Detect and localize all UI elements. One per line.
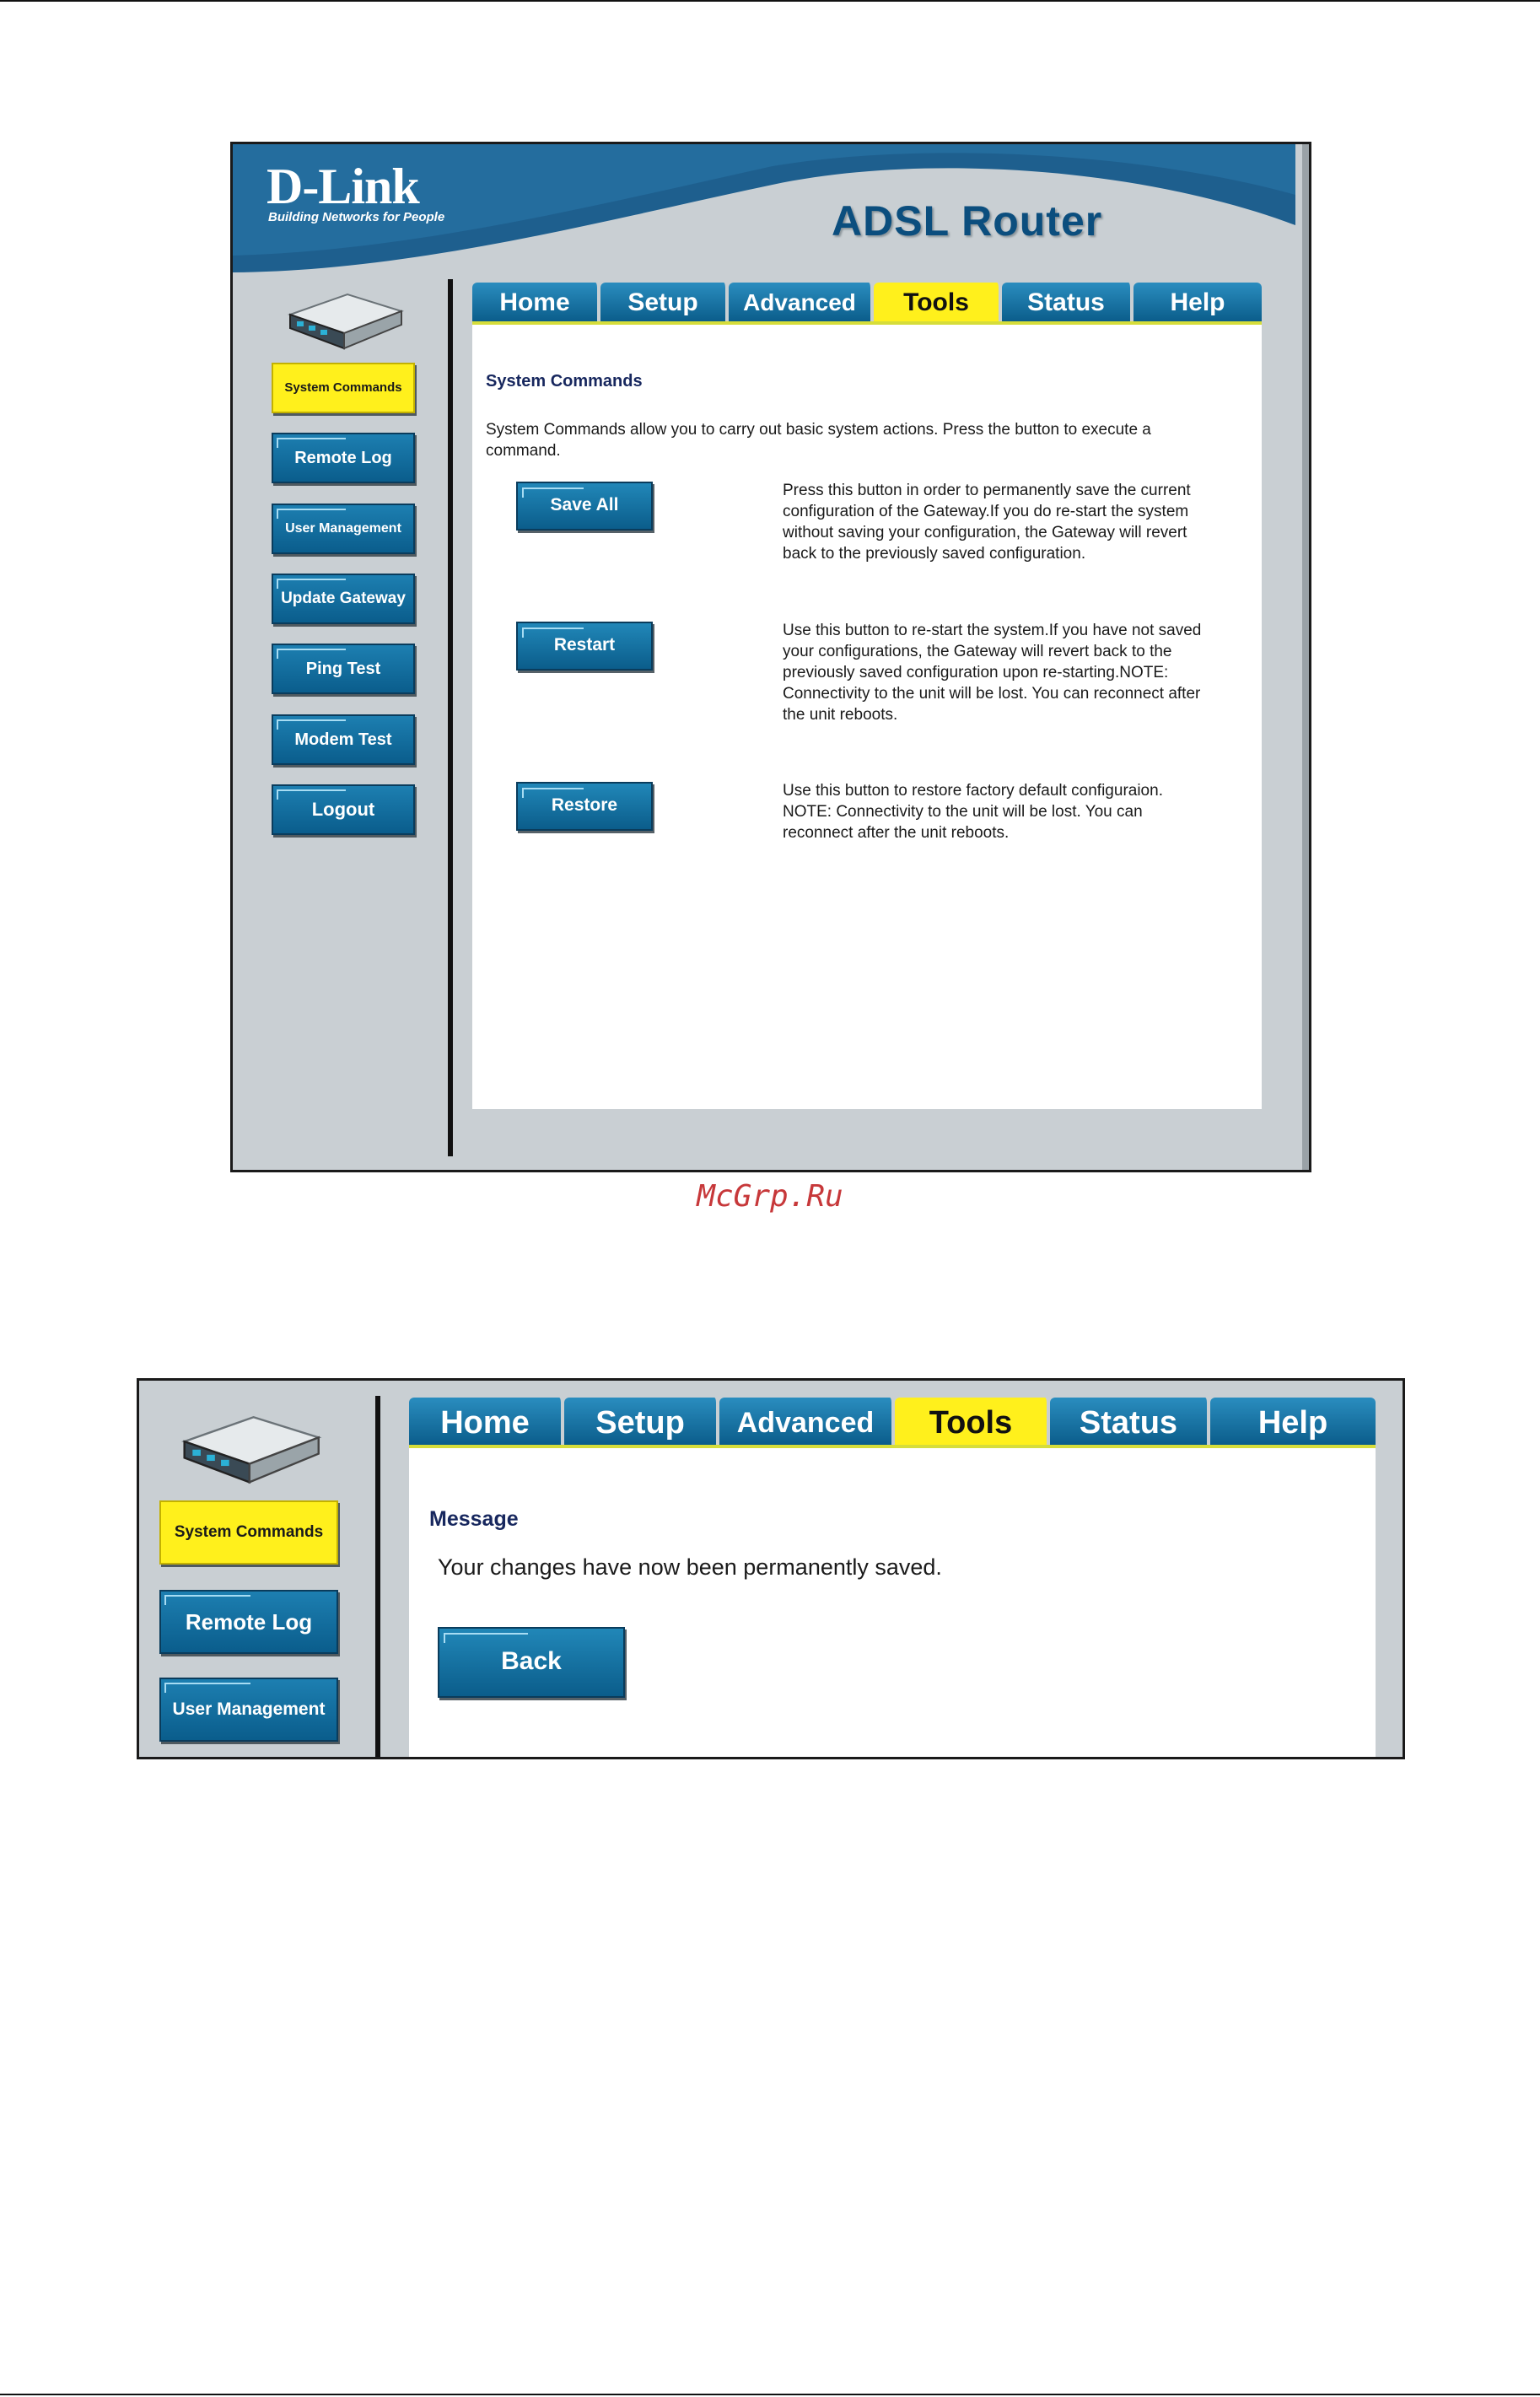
sidebar-item-update-gateway[interactable]: Update Gateway [272, 574, 415, 624]
tab-tools[interactable]: Tools [895, 1398, 1050, 1445]
message-text: Your changes have now been permanently saved. [438, 1554, 942, 1580]
sidebar-item-system-commands[interactable]: System Commands [159, 1500, 338, 1565]
save-message-screenshot [137, 1378, 1405, 1759]
router-tools-screenshot [230, 142, 1311, 1172]
router-device-icon [178, 1411, 323, 1490]
sidebar-item-remote-log[interactable]: Remote Log [159, 1590, 338, 1654]
sidebar-item-remote-log[interactable]: Remote Log [272, 433, 415, 483]
sidebar-item-ping-test[interactable]: Ping Test [272, 644, 415, 694]
tab-tools[interactable]: Tools [874, 283, 1002, 321]
bottom-rule [0, 2394, 1540, 2395]
watermark: McGrp.Ru [697, 1179, 843, 1214]
restart-description: Use this button to re-start the system.If you have not saved your configurations, the Gateway will revert back to the previously saved configuration upon re-starting.NOTE: Connectivity to the unit will be lost. You can reconnect after the unit reboots. [783, 622, 1202, 724]
sidebar-item-user-management[interactable]: User Management [159, 1678, 338, 1742]
product-title: ADSL Router [832, 197, 1103, 245]
tab-status[interactable]: Status [1002, 283, 1133, 321]
main-content [472, 325, 1262, 1109]
window-edge [1302, 144, 1309, 1170]
dlink-tagline: Building Networks for People [268, 210, 445, 224]
restart-button[interactable]: Restart [516, 622, 653, 671]
main-tabs [409, 1398, 1376, 1445]
tab-home[interactable]: Home [409, 1398, 564, 1445]
main-tabs [472, 283, 1262, 321]
tab-help[interactable]: Help [1210, 1398, 1376, 1445]
router-device-icon [285, 289, 405, 355]
tab-advanced[interactable]: Advanced [729, 283, 874, 321]
sidebar-divider [448, 279, 453, 1156]
tab-home[interactable]: Home [472, 283, 600, 321]
message-heading: Message [429, 1507, 519, 1531]
restore-button[interactable]: Restore [516, 782, 653, 831]
dlink-logo: D-Link [267, 159, 419, 214]
sidebar-item-modem-test[interactable]: Modem Test [272, 714, 415, 765]
save-all-description: Press this button in order to permanently save the current configuration of the Gateway.If you do re-start the system without saving your configuration, the Gateway will revert back to the previously saved configuration. [783, 482, 1191, 563]
tab-help[interactable]: Help [1133, 283, 1262, 321]
restore-description: Use this button to restore factory default configuraion. NOTE: Connectivity to the unit will be lost. You can reconnect after the unit reboots. [783, 782, 1163, 842]
tab-setup[interactable]: Setup [600, 283, 729, 321]
save-all-button[interactable]: Save All [516, 482, 653, 531]
main-content [409, 1448, 1376, 1759]
tab-status[interactable]: Status [1050, 1398, 1210, 1445]
tab-setup[interactable]: Setup [564, 1398, 719, 1445]
sidebar-item-system-commands[interactable]: System Commands [272, 363, 415, 413]
sidebar-item-user-management[interactable]: User Management [272, 504, 415, 554]
sidebar-divider [375, 1396, 380, 1759]
top-rule [0, 0, 1540, 2]
back-button[interactable]: Back [438, 1627, 625, 1698]
sidebar-item-logout[interactable]: Logout [272, 784, 415, 835]
tab-advanced[interactable]: Advanced [719, 1398, 895, 1445]
intro-text: System Commands allow you to carry out basic system actions. Press the button to execute a command. [486, 421, 1151, 460]
page-title: System Commands [486, 372, 643, 391]
